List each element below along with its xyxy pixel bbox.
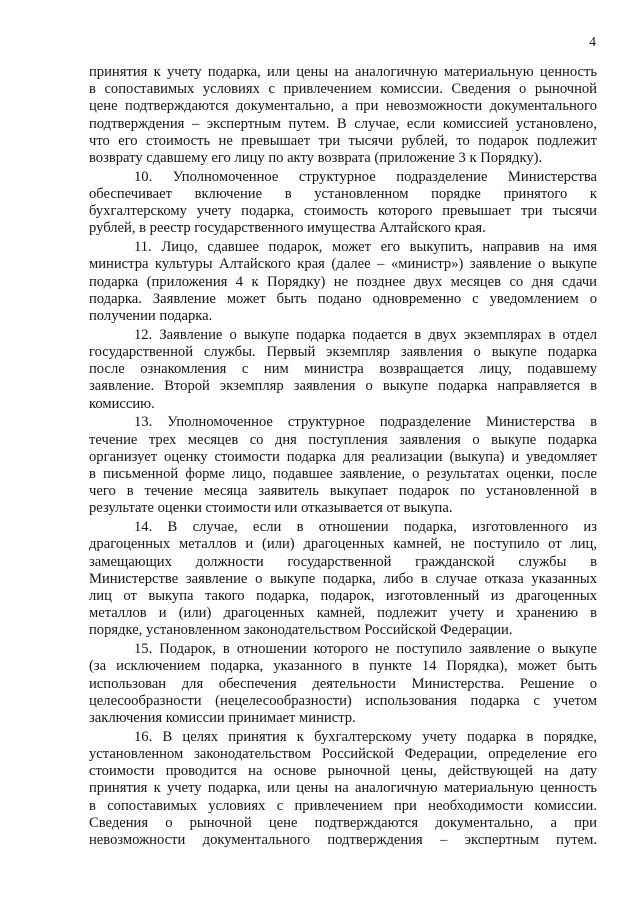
paragraph-line: получении подарка. (89, 308, 213, 325)
paragraph (89, 641, 597, 727)
paragraph-line: организует оценку стоимости подарка для реализации (выкупа) и уведомляет (89, 448, 597, 465)
paragraph-line: комиссию. (89, 395, 155, 412)
paragraph-line: лиц от выкупа такого подарка, подарок, изготовленный из драгоценных (89, 588, 597, 605)
paragraph (89, 414, 597, 517)
paragraph-line: подтверждения – экспертным путем. В случае, если комиссией установлено, (89, 115, 597, 132)
page-number: 4 (589, 34, 596, 49)
paragraph (89, 169, 597, 238)
paragraph-line: стоимости проводится на основе рыночной цены, действующей на дату (89, 763, 597, 780)
paragraph-line: Сведения о рыночной цене подтверждаются документально, а при (89, 814, 597, 831)
paragraph-line: порядке, установленном законодательством Российской Федерации. (89, 622, 513, 639)
paragraph-line: заявление. Второй экземпляр заявления о выкупе подарка направляется в (89, 378, 597, 395)
document-body (89, 64, 597, 851)
paragraph-line: принятия к учету подарка, или цены на аналогичную материальную ценность (89, 780, 597, 797)
paragraph-line: министра культуры Алтайского края (далее – «министр») заявление о выкупе (89, 256, 597, 273)
paragraph-line: возврату сдавшему его лицу по акту возврата (приложение 3 к Порядку). (89, 150, 543, 167)
paragraph-line: 12. Заявление о выкупе подарка подается в двух экземплярах в отдел (134, 326, 597, 343)
paragraph-line: 14. В случае, если в отношении подарка, изготовленного из (134, 519, 597, 536)
paragraph-line: в письменной форме лицо, подавшее заявление, о результатах оценки, после (89, 466, 597, 483)
paragraph-line: обеспечивает включение в установленном порядке принятого к (89, 186, 597, 203)
paragraph-line: чего в течение месяца заявитель выкупает подарок по установленной в (89, 483, 597, 500)
paragraph-line: в сопоставимых условиях с привлечением при необходимости комиссии. (89, 797, 597, 814)
paragraph-line: замещающих должности государственной гражданской службы в (89, 553, 597, 570)
paragraph-line: принятия к учету подарка, или цены на аналогичную материальную ценность (89, 64, 597, 80)
paragraph-line: 11. Лицо, сдавшее подарок, может его выкупить, направив на имя (134, 239, 597, 256)
paragraph-line: целесообразности (нецелесообразности) использования подарка с учетом (89, 692, 597, 709)
paragraph-line: цене подтверждаются документально, а при невозможности документального (89, 98, 597, 115)
paragraph (89, 519, 597, 639)
paragraph-line: результате оценки стоимости или отказывается от выкупа. (89, 500, 453, 517)
paragraph-line: 13. Уполномоченное структурное подразделение Министерства в (134, 414, 597, 431)
paragraph-line: невозможности документального подтверждения – экспертным путем. (89, 832, 597, 849)
paragraph-line: подарка (приложения 4 к Порядку) не позднее двух месяцев со дня сдачи (89, 273, 597, 290)
paragraph-line: металлов и (или) драгоценных камней, подлежит учету и хранению в (89, 605, 597, 622)
paragraph-line: использован для обеспечения деятельности Министерства. Решение о (89, 675, 597, 692)
paragraph-line: государственной службы. Первый экземпляр заявления о выкупе подарка (89, 344, 597, 361)
paragraph-line: (за исключением подарка, указанного в пункте 14 Порядка), может быть (89, 658, 597, 675)
paragraph-line: после ознакомления с ним министра возвращается лицу, подавшему (89, 361, 597, 378)
paragraph (89, 327, 597, 413)
paragraph-line: 15. Подарок, в отношении которого не поступило заявление о выкупе (134, 641, 597, 658)
paragraph (89, 729, 597, 849)
paragraph (89, 239, 597, 325)
paragraph-line: заключения комиссии принимает министр. (89, 710, 356, 727)
paragraph-line: подарка. Заявление может быть подано одновременно с уведомлением о (89, 290, 597, 307)
paragraph (89, 64, 597, 167)
paragraph-line: рублей, в реестр государственного имущества Алтайского края. (89, 220, 486, 237)
paragraph-line: Министерстве заявление о выкупе подарка, либо в случае отказа указанных (89, 570, 597, 587)
paragraph-line: драгоценных металлов и (или) драгоценных камней, не поступило от лиц, (89, 536, 597, 553)
paragraph-line: бухгалтерскому учету подарка, стоимость которого превышает три тысячи (89, 203, 597, 220)
paragraph-line: 16. В целях принятия к бухгалтерскому учету подарка в порядке, (134, 728, 597, 745)
paragraph-line: течение трех месяцев со дня поступления заявления о выкупе подарка (89, 431, 597, 448)
paragraph-line: установленном законодательством Российской Федерации, определение его (89, 746, 597, 763)
paragraph-line: что его стоимость не превышает три тысячи рублей, то подарок подлежит (89, 132, 597, 149)
paragraph-line: 10. Уполномоченное структурное подразделение Министерства (134, 168, 597, 185)
paragraph-line: в сопоставимых условиях с привлечением комиссии. Сведения о рыночной (89, 81, 597, 98)
